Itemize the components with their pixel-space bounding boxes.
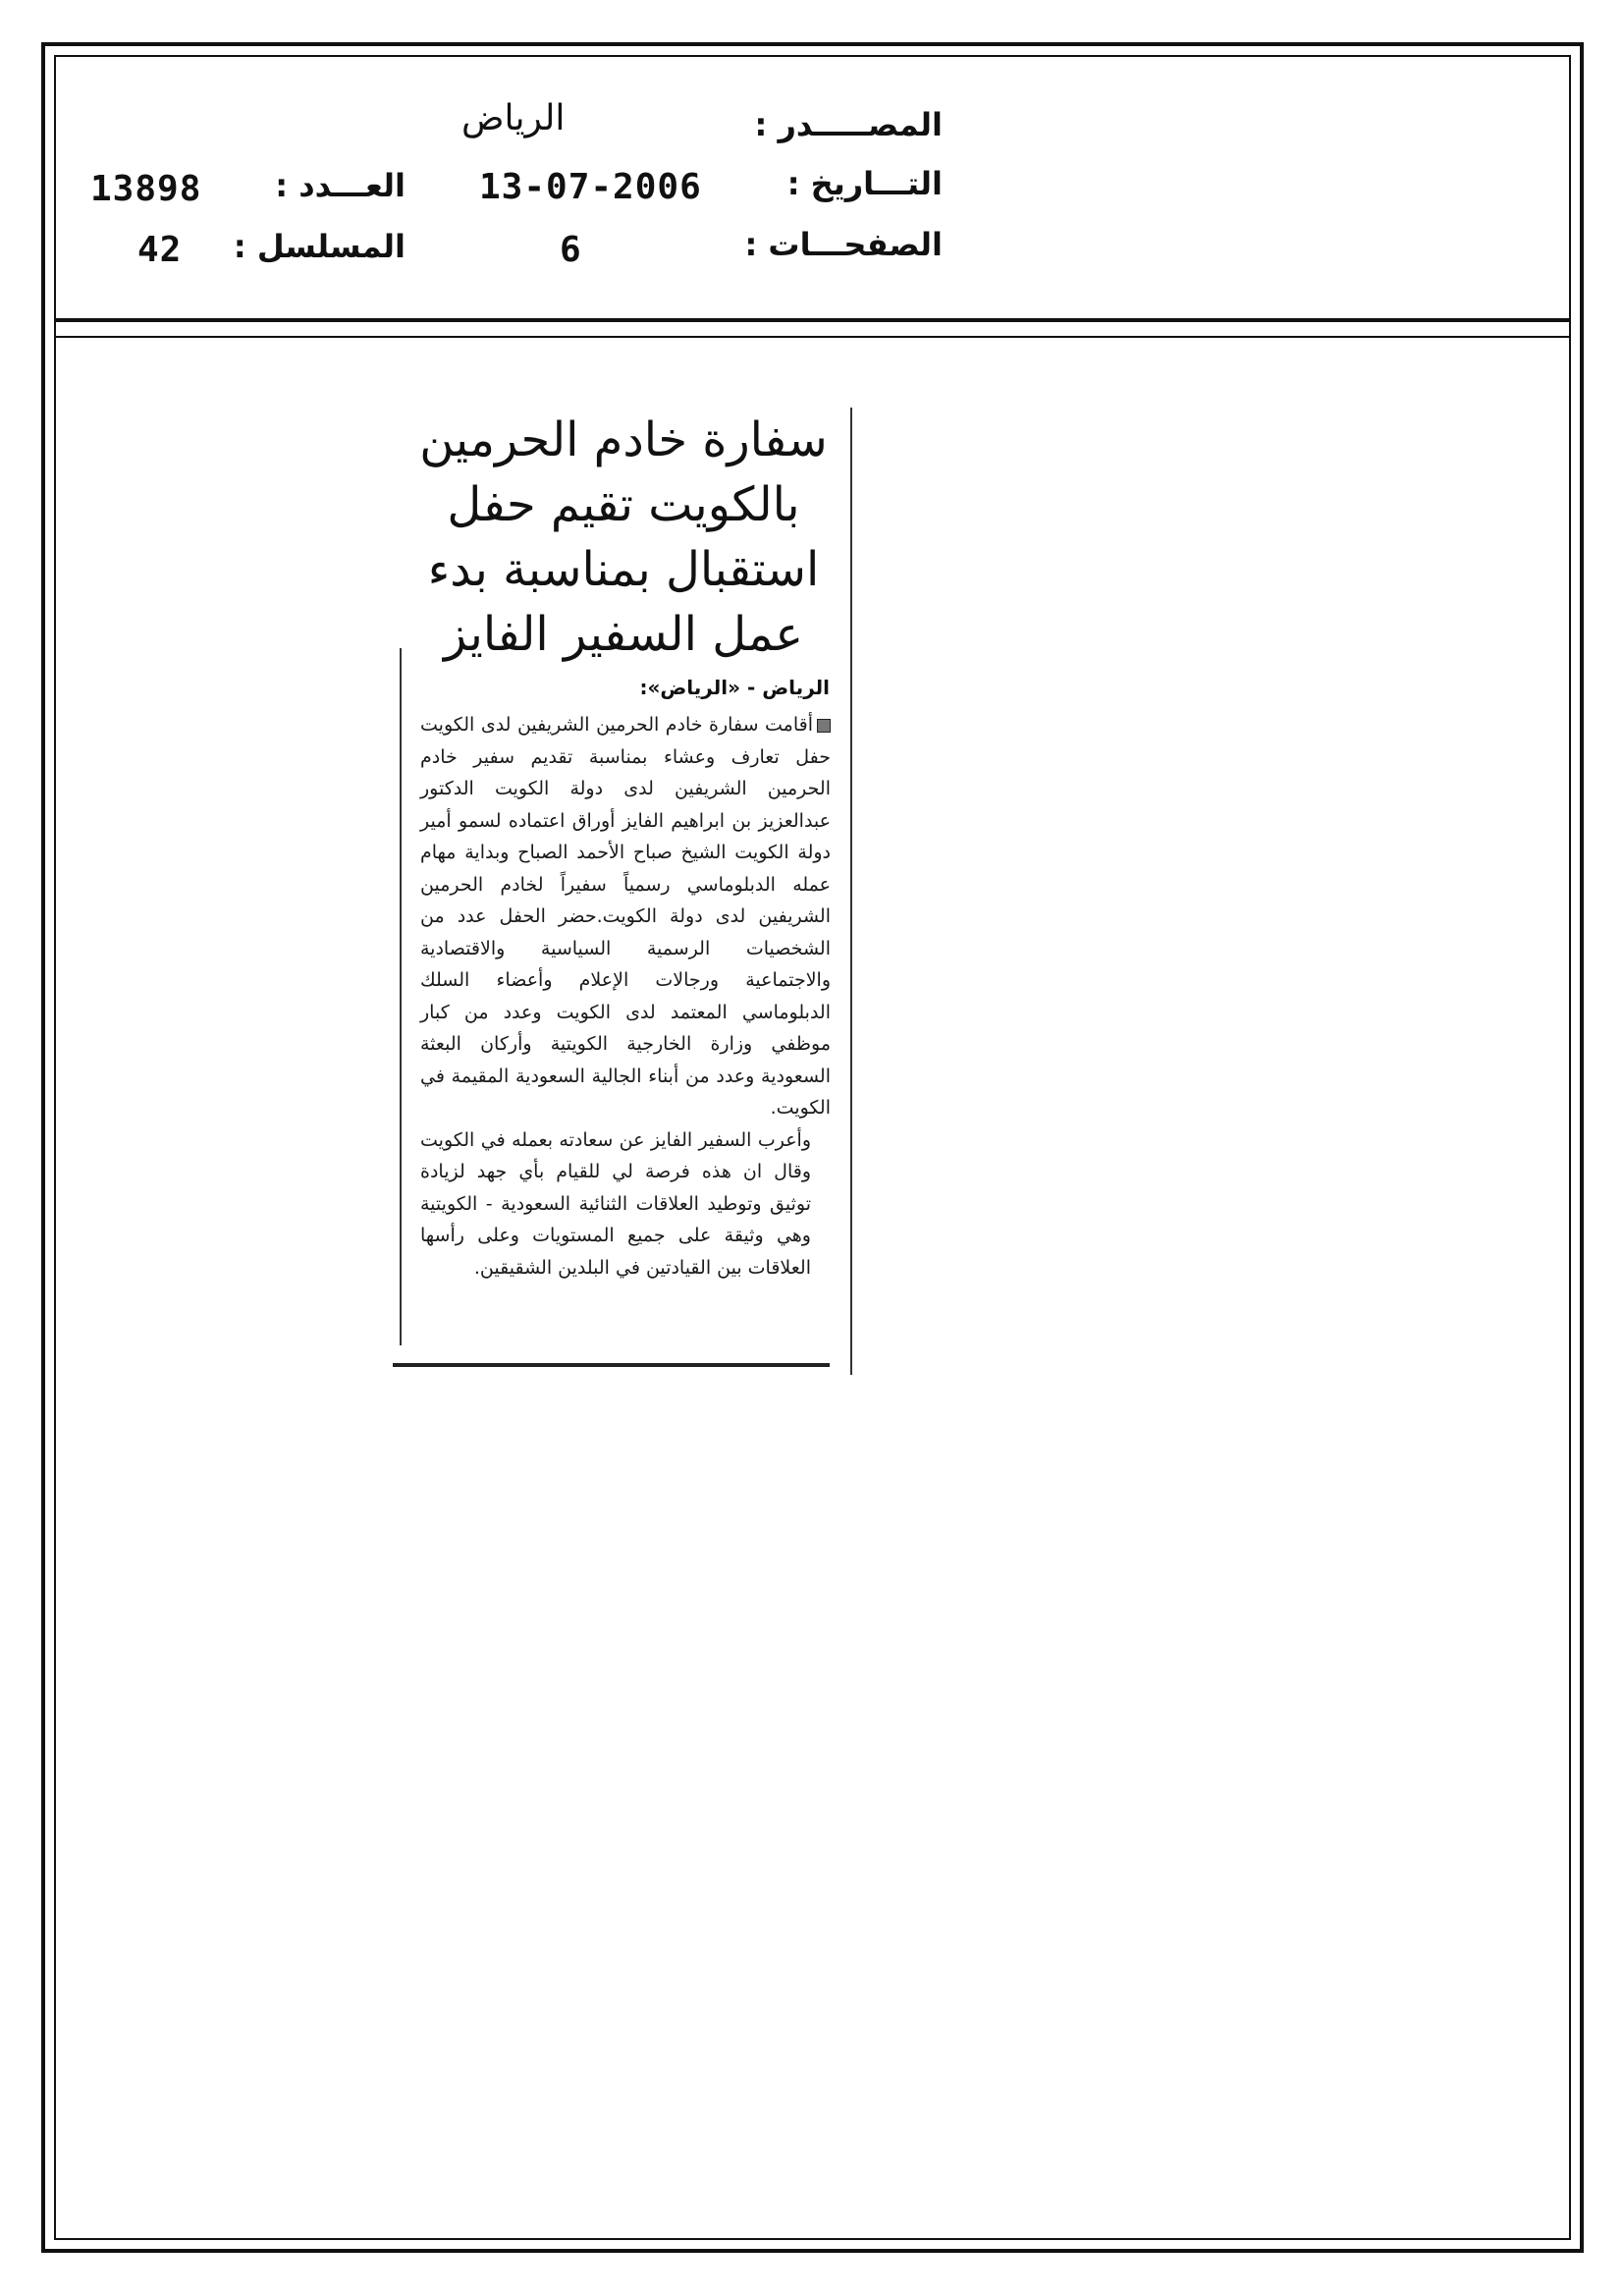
serial-value: 42	[137, 230, 183, 270]
article-bottom-rule	[393, 1363, 830, 1367]
source-label: المصـــــدر :	[754, 106, 943, 143]
header-divider	[54, 318, 1571, 322]
article-dateline: الرياض - «الرياض»:	[639, 676, 830, 699]
source-value: الرياض	[461, 98, 566, 138]
date-value: 13-07-2006	[479, 167, 702, 207]
headline-line: سفارة خادم الحرمين	[419, 412, 828, 467]
pages-value: 6	[560, 230, 582, 270]
date-label: التـــاريخ :	[786, 165, 943, 202]
issue-value: 13898	[90, 169, 202, 209]
square-bullet-icon	[817, 719, 831, 733]
article-paragraph: وأعرب السفير الفايز عن سعادته بعمله في الكويت وقال ان هذه فرصة لي للقيام بأي جهد لزيادة توثيق وتوطيد العلاقات الثنائية السعودية - الكويتية وهي وثيقة على جميع المستويات وعلى رأسها العلاقات بين القيادتين في البلدين الشقيقين.	[420, 1128, 811, 1279]
issue-label: العـــدد :	[275, 167, 406, 204]
article-body	[420, 709, 831, 1284]
column-rule-right	[850, 408, 852, 1375]
pages-label: الصفحـــات :	[744, 226, 943, 263]
article-headline	[417, 408, 830, 667]
article-paragraph	[420, 709, 831, 1124]
paragraph-text: أقامت سفارة خادم الحرمين الشريفين لدى الكويت حفل تعارف وعشاء بمناسبة تقديم سفير خادم الحرمين الشريفين لدى دولة الكويت الدكتور عبدالعزيز بن ابراهيم الفايز أوراق اعتماده لسمو أمير دولة الكويت الشيخ صباح الأحمد الصباح وبداية مهام عمله الدبلوماسي رسمياً سفيراً لخادم الحرمين الشريفين لدى دولة الكويت.حضر الحفل عدد من الشخصيات الرسمية السياسية والاقتصادية والاجتماعية ورجالات الإعلام وأعضاء السلك الدبلوماسي المعتمد لدى الكويت وعدد من كبار موظفي وزارة الخارجية الكويتية وأركان البعثة السعودية وعدد من أبناء الجالية السعودية المقيمة في الكويت.	[420, 714, 831, 1119]
headline-line: عمل السفير الفايز	[444, 607, 803, 662]
headline-line: استقبال بمناسبة بدء	[427, 542, 820, 597]
serial-label: المسلسل :	[233, 228, 406, 265]
column-rule-left	[400, 648, 402, 1345]
headline-line: بالكويت تقيم حفل	[447, 477, 800, 532]
header-divider-thin	[54, 336, 1571, 338]
